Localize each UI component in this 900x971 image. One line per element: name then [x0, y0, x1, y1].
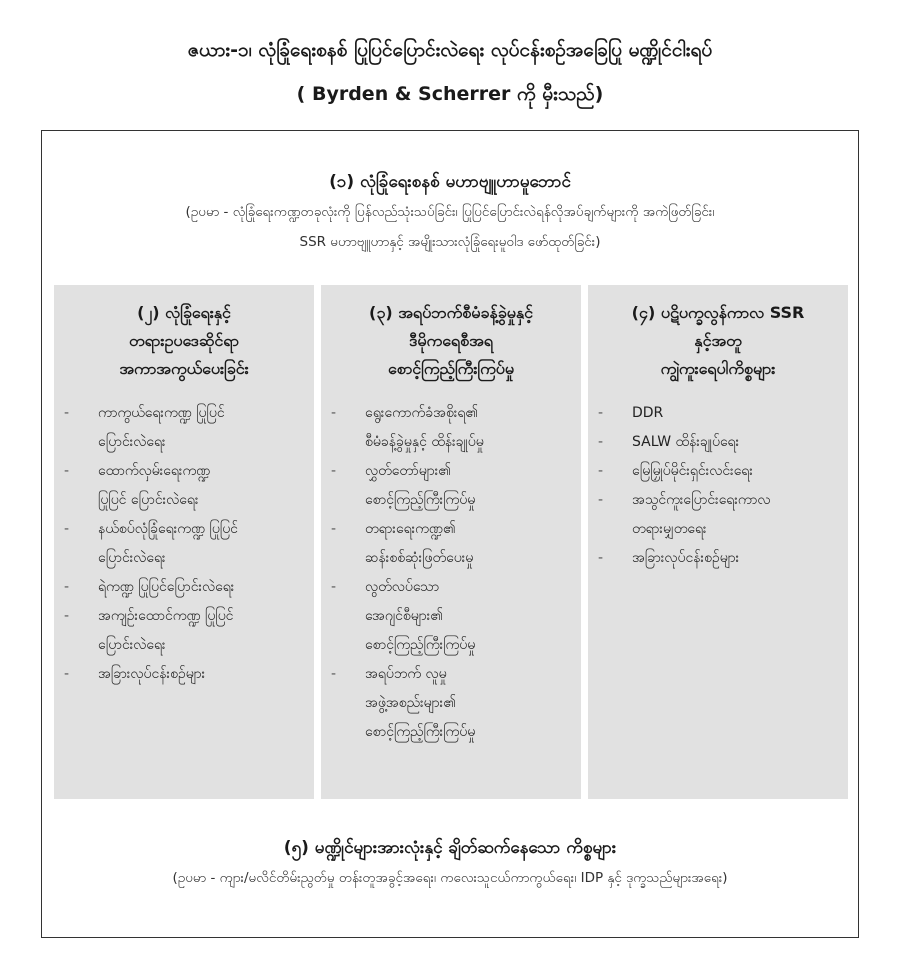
list-item: [54, 573, 300, 602]
pillar-2-heading-line: အကာအကွယ်ပေးခြင်း: [119, 359, 249, 378]
pillar-5-note: (ဥပမာ - ကျား/မလိင်တိမ်းညွတ်မှု တန်းတူအခွင့်အရေး၊ ကလေးသူငယ်ကာကွယ်ရေး၊ IDP နှင့် ဒုက္ခသည်များအရေး): [172, 870, 728, 886]
list-item-text: - ထောက်လှမ်းရေးကဏ္ဍ: [98, 463, 211, 479]
pillar-5-box: [42, 833, 858, 893]
pillar-4-heading-line: ကျွဲကူးရေပါကိစ္စများ: [660, 359, 776, 378]
list-item-text: - လွတ်လပ်သော: [365, 579, 440, 595]
list-item: [588, 428, 834, 457]
list-item-text: ပြောင်းလဲရေး: [98, 637, 166, 653]
list-item: [54, 660, 300, 689]
pillar-2-heading-line: (၂) လုံခြုံရေးနှင့်: [137, 303, 231, 322]
list-item: [54, 515, 300, 573]
pillar-3-heading: [321, 299, 581, 383]
list-item-text: ပြုပြင် ပြောင်းလဲရေး: [98, 492, 199, 508]
list-item: [321, 515, 567, 573]
list-item-text: တရားမျှတရေး: [632, 521, 707, 537]
list-item: [321, 573, 567, 660]
list-item-text: စောင့်ကြည့်ကြီးကြပ်မှု: [365, 637, 476, 653]
pillar-3-heading-line: (၃) အရပ်ဘက်စီမံခန့်ခွဲမှုနှင့်: [369, 303, 533, 322]
list-item-text: - နယ်စပ်လုံခြုံရေးကဏ္ဍ ပြုပြင်: [98, 521, 238, 537]
pillar-2-column: [54, 285, 314, 799]
list-item-text: - အကျဉ်းထောင်ကဏ္ဍ ပြုပြင်: [98, 608, 234, 624]
list-item: [54, 602, 300, 660]
list-item-text: - တရားရေးကဏ္ဍ၏: [365, 521, 456, 537]
pillar-2-heading-line: တရားဥပဒေဆိုင်ရာ: [129, 331, 239, 350]
pillar-3-heading-line: စောင့်ကြည့်ကြီးကြပ်မှု: [388, 359, 514, 378]
pillar-2-heading: [54, 299, 314, 383]
list-item-text: - ကာကွယ်ရေးကဏ္ဍ ပြုပြင်: [98, 405, 225, 421]
list-item-text: အဖွဲ့အစည်းများ၏: [365, 695, 456, 711]
pillar-5-heading: (၅) မဏ္ဍိုင်များအားလုံးနှင့် ချိတ်ဆက်နေသော ကိစ္စများ: [283, 838, 617, 858]
pillar-4-list: [588, 399, 848, 573]
pillar-1-note-line-2: SSR မဟာဗျူဟာနှင့် အမျိုးသားလုံခြုံရေးမူဝါဒ ဖော်ထုတ်ခြင်း): [299, 234, 601, 250]
list-item-text: - ရွေးကောက်ခံအစိုးရ၏: [365, 405, 478, 421]
list-item: [588, 399, 834, 428]
title-line-2: ( Byrden & Scherrer ကို မှီးသည်): [296, 83, 604, 105]
list-item-text: - အရပ်ဘက် လူမှု: [365, 666, 447, 682]
list-item-text: - DDR: [632, 405, 664, 421]
list-item-text: စီမံခန့်ခွဲမှုနှင့် ထိန်းချုပ်မှု: [365, 434, 484, 450]
pillar-3-heading-line: ဒီမိုကရေစီအရ: [409, 331, 493, 350]
list-item: [321, 457, 567, 515]
list-item: [321, 399, 567, 457]
list-item: [588, 544, 834, 573]
pillar-4-column: [588, 285, 848, 799]
title-line-1: ဇယား-၁၊ လုံခြုံရေးစနစ် ပြုပြင်ပြောင်းလဲရေး လုပ်ငန်းစဉ်အခြေပြု မဏ္ဍိုင်ငါးရပ်: [187, 39, 713, 61]
list-item-text: - မြေမြှုပ်မိုင်းရှင်းလင်းရေး: [632, 463, 753, 479]
list-item-text: - ရဲကဏ္ဍ ပြုပြင်ပြောင်းလဲရေး: [98, 579, 235, 595]
pillar-3-column: [321, 285, 581, 799]
pillar-1-box: [42, 167, 858, 257]
list-item-text: - အခြားလုပ်ငန်းစဉ်များ: [98, 666, 206, 682]
list-item-text: - အခြားလုပ်ငန်းစဉ်များ: [632, 550, 740, 566]
list-item-text: ဆန်းစစ်ဆုံးဖြတ်ပေးမှု: [365, 550, 474, 566]
list-item-text: - အသွင်ကူးပြောင်းရေးကာလ: [632, 492, 771, 508]
list-item: [54, 399, 300, 457]
pillar-1-heading: (၁) လုံခြုံရေးစနစ် မဟာဗျူဟာမူဘောင်: [329, 172, 571, 192]
diagram-title: [0, 28, 900, 116]
diagram-frame: [41, 130, 859, 938]
list-item-text: ပြောင်းလဲရေး: [98, 550, 166, 566]
list-item: [588, 457, 834, 486]
list-item: [588, 486, 834, 544]
list-item-text: ပြောင်းလဲရေး: [98, 434, 166, 450]
pillar-1-note-line-1: (ဥပမာ - လုံခြုံရေးကဏ္ဍတခုလုံးကို ပြန်လည်သုံးသပ်ခြင်း၊ ပြုပြင်ပြောင်းလဲရန်လိုအပ်ချက်များကို အကဲဖြတ်ခြင်း၊: [185, 204, 715, 220]
list-item-text: စောင့်ကြည့်ကြီးကြပ်မှု: [365, 492, 476, 508]
list-item: [321, 660, 567, 747]
pillar-2-list: [54, 399, 314, 689]
list-item-text: - လွှတ်တော်များ၏: [365, 463, 451, 479]
list-item-text: စောင့်ကြည့်ကြီးကြပ်မှု: [365, 724, 476, 740]
pillar-4-heading-line: နှင့်အတူ: [694, 331, 742, 350]
pillar-3-list: [321, 399, 581, 747]
list-item-text: အေဂျင်စီများ၏: [365, 608, 443, 624]
list-item-text: - SALW ထိန်းချုပ်ရေး: [632, 434, 740, 450]
pillar-4-heading-line: (၄) ပဋိပက္ခလွန်ကာလ SSR: [631, 303, 805, 322]
list-item: [54, 457, 300, 515]
pillar-4-heading: [588, 299, 848, 383]
